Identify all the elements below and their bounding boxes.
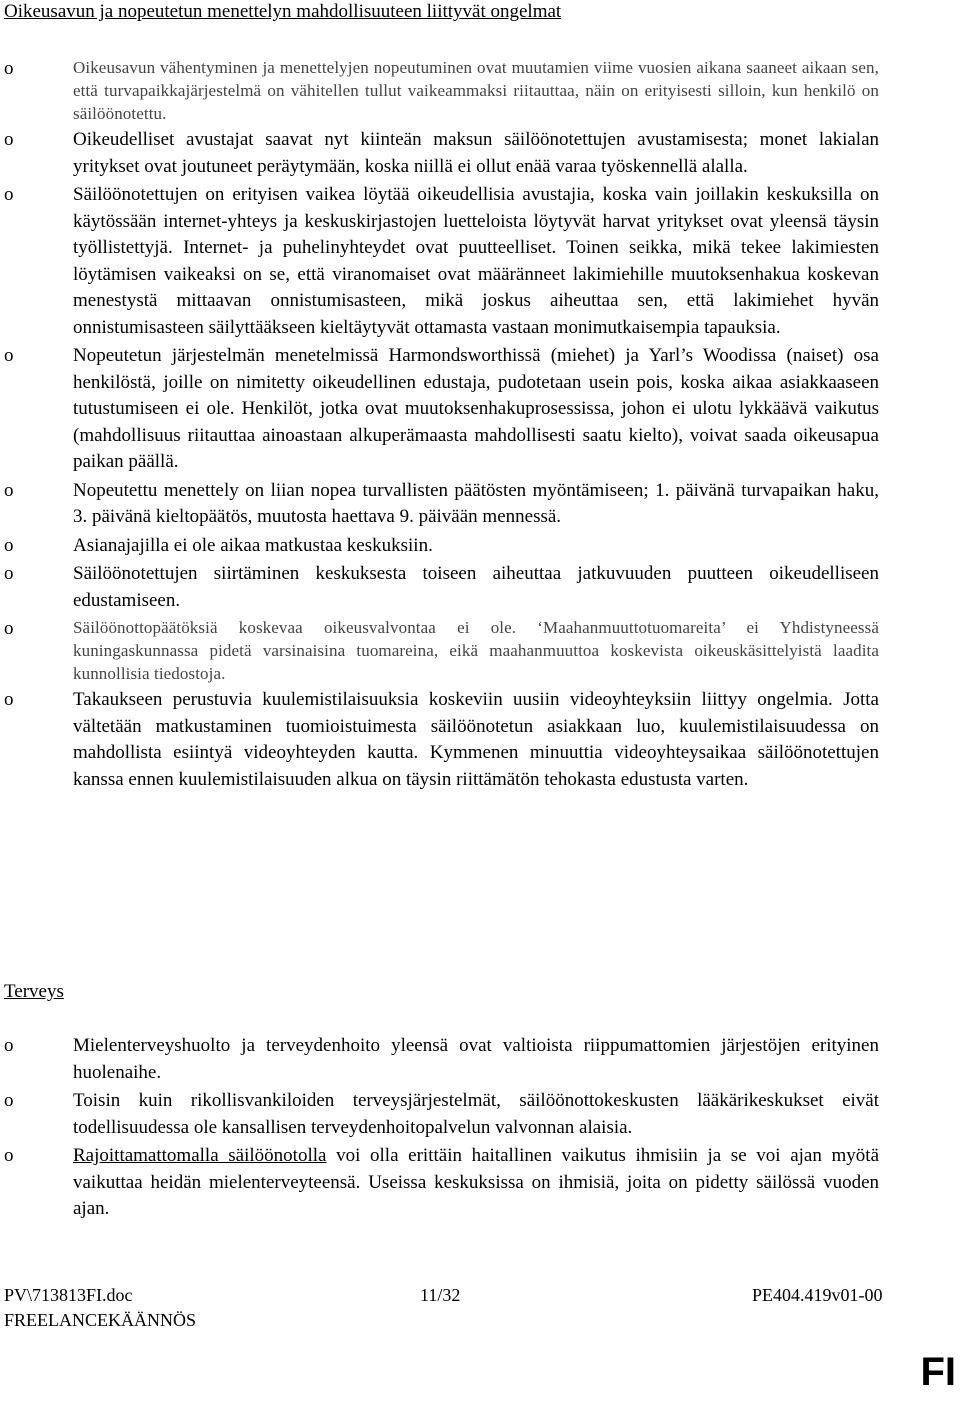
- list-item-text: Säilöönotettujen siirtäminen keskuksesta toiseen aiheuttaa jatkuvuuden puutteen oikeudelliseen edustamiseen.: [73, 563, 879, 611]
- bullet-marker: o: [4, 1090, 14, 1111]
- footer-doc-code: PE404.419v01-00: [752, 1285, 883, 1305]
- list-item-text: Takaukseen perustuvia kuulemistilaisuuksia koskeviin uusiin videoyhteyksiin liittyy ongelmia. Jotta vältetään matkustaminen tuomioistuimesta säilöönotetun asiakkaan luo, kuulemistilaisuudessa on mahdollista esiintyä videoyhteyden kautta. Kymmenen minuuttia videoyhteysaikaa säilöönotettujen kanssa ennen kuulemistilaisuuden alkua on täysin riittämätön tehokasta edustusta varten.: [73, 689, 879, 790]
- bullet-marker: o: [4, 345, 14, 366]
- legal-aid-issues-list: [0, 56, 960, 795]
- list-item-text: Nopeutettu menettely on liian nopea turvallisten päätösten myöntämiseen; 1. päivänä turvapaikan haku, 3. päivänä kieltopäätös, muutosta haettava 9. päivään mennessä.: [73, 479, 879, 527]
- list-item: [0, 687, 960, 793]
- footer-doc-ref: PV\713813FI.doc: [4, 1285, 133, 1305]
- list-item: [0, 1033, 960, 1086]
- bullet-marker: o: [4, 689, 14, 710]
- bullet-marker: o: [4, 618, 14, 639]
- underlined-phrase: Rajoittamattomalla säilöönotolla: [73, 1145, 327, 1166]
- footer-translator: FREELANCEKÄÄNNÖS: [4, 1310, 197, 1330]
- list-item: [0, 561, 960, 614]
- bullet-marker: o: [4, 58, 14, 79]
- list-item-text: Oikeusavun vähentyminen ja menettelyjen nopeutuminen ovat muutamien viime vuosien aikana saaneet aikaan sen, että turvapaikkajärjestelmä on vähitellen tullut vaikeammaksi riitauttaa, näin on erityisesti silloin, kun henkilö on säilöönotettu.: [73, 58, 879, 123]
- bullet-marker: o: [4, 563, 14, 584]
- health-issues-list: [0, 1033, 960, 1225]
- list-item: [0, 127, 960, 180]
- bullet-marker: o: [4, 1145, 14, 1166]
- footer-page-number: 11/32: [420, 1285, 461, 1305]
- list-item: [0, 56, 960, 125]
- list-item: [0, 343, 960, 476]
- bullet-marker: o: [4, 534, 14, 556]
- list-item: [0, 1088, 960, 1141]
- list-item: [0, 616, 960, 685]
- language-code: FI: [920, 1350, 956, 1394]
- bullet-marker: o: [4, 1035, 14, 1056]
- list-item-text-rest: voi olla erittäin haitallinen vaikutus ihmisiin ja se voi ajan myötä vaikuttaa heidän mielenterveyteensä. Useissa keskuksissa on ihmisiä, joita on pidetty säilössä vuoden ajan.: [73, 1145, 879, 1219]
- bullet-marker: o: [4, 129, 14, 150]
- bullet-marker: o: [4, 479, 14, 501]
- list-item-text: [73, 1143, 879, 1223]
- list-item-text: Säilöönotettujen on erityisen vaikea löytää oikeudellisia avustajia, koska vain joillakin keskuksilla on käytössään internet-yhteys ja keskuskirjastojen luetteloista löytyvät harvat yritykset ovat yleensä täysin työllistettyjä. Internet- ja puhelinyhteydet ovat puutteelliset. Toinen seikka, mikä tekee lakimiesten löytämisen vaikeaksi on se, että viranomaiset ovat määränneet lakimiehille muutoksenhakua koskevan menestystä mittaavan onnistumisasteen, mikä joskus aiheuttaa sen, että lakimiehet hyvän onnistumisasteen säilyttääkseen kieltäytyvät ottamasta vastaan monimutkaisempia tapauksia.: [73, 184, 879, 338]
- list-item-text: Asianajajilla ei ole aikaa matkustaa keskuksiin.: [73, 534, 433, 556]
- list-item-text: Toisin kuin rikollisvankiloiden terveysjärjestelmät, säilöönottokeskusten lääkärikeskukset eivät todellisuudessa ole kansallisen terveydenhoitopalvelun valvonnan alaisia.: [73, 1090, 879, 1138]
- list-item: [0, 478, 960, 531]
- list-item-text: Oikeudelliset avustajat saavat nyt kiinteän maksun säilöönotettujen avustamisesta; monet lakialan yritykset ovat joutuneet peräytymään, koska niillä ei ollut enää varaa työskennellä alalla.: [73, 129, 879, 177]
- list-item-text: Säilöönottopäätöksiä koskevaa oikeusvalvontaa ei ole. ‘Maahanmuuttotuomareita’ ei Yhdistyneessä kuningaskunnassa pidetä varsinaisina tuomareina, eikä maahanmuuttoa koskevista oikeuskäsittelyistä laadita kunnollisia tiedostoja.: [73, 618, 879, 683]
- list-item: [0, 533, 960, 560]
- bullet-marker: o: [4, 184, 14, 205]
- list-item: [0, 182, 960, 341]
- list-item-text: Mielenterveyshuolto ja terveydenhoito yleensä ovat valtioista riippumattomien järjestöjen erityinen huolenaihe.: [73, 1035, 879, 1083]
- list-item: [0, 1143, 960, 1223]
- section-heading-health: Terveys: [4, 981, 64, 1002]
- section-heading-legal-aid: Oikeusavun ja nopeutetun menettelyn mahdollisuuteen liittyvät ongelmat: [4, 1, 562, 22]
- list-item-text: Nopeutetun järjestelmän menetelmissä Harmondsworthissä (miehet) ja Yarl’s Woodissa (naiset) osa henkilöstä, joille on nimitetty oikeudellinen edustaja, pudotetaan usein pois, koska aikaa asiakkaaseen tutustumiseen ei ole. Henkilöt, jotka ovat muutoksenhakuprosessissa, johon ei ulotu lykkäävä vaikutus (mahdollisuus riitauttaa ainoastaan alkuperämaasta mahdollisesti saatu kielto), voivat saada oikeusapua paikan päällä.: [73, 345, 879, 472]
